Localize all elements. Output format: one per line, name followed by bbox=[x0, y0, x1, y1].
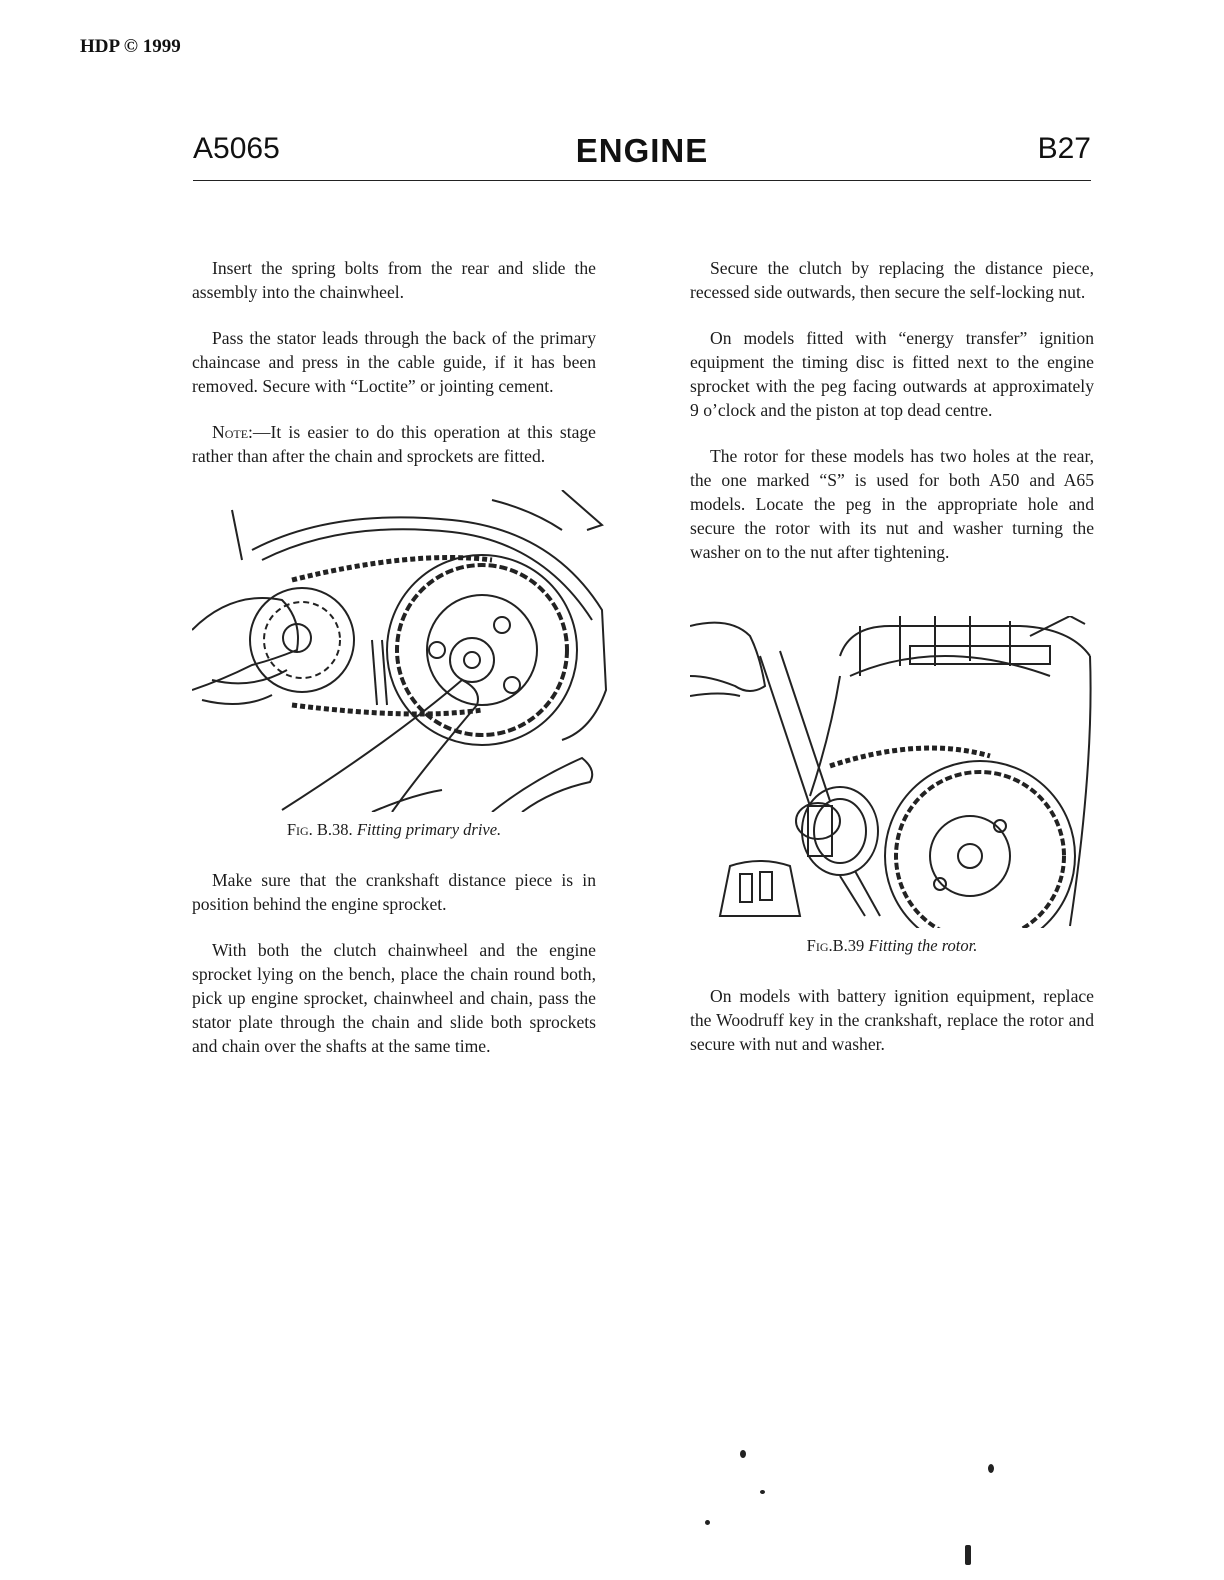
paragraph: On models with battery ignition equipment, replace the Woodruff key in the crankshaft, replace the rotor and secure with nut and washer. bbox=[690, 986, 1094, 1054]
section-title: ENGINE bbox=[575, 132, 709, 169]
figure-description: Fitting the rotor. bbox=[868, 936, 978, 955]
note-text: —It is easier to do this operation at this stage rather than after the chain and sprockets are fitted. bbox=[192, 422, 596, 466]
paragraph: On models fitted with “energy transfer” ignition equipment the timing disc is fitted next to the engine sprocket with the peg facing outwards at approximately 9 o’clock and the piston at top dead centre. bbox=[690, 328, 1094, 420]
figure-label: Fig.B.39 bbox=[806, 936, 865, 955]
scan-speck bbox=[965, 1545, 971, 1565]
figure-caption bbox=[192, 818, 596, 842]
paragraph: Insert the spring bolts from the rear and slide the assembly into the chainwheel. bbox=[192, 258, 596, 302]
model-code: A5065 bbox=[193, 132, 280, 165]
paragraph: Pass the stator leads through the back of the primary chaincase and press in the cable guide, if it has been removed. Secure with “Loctite” or jointing cement. bbox=[192, 328, 596, 396]
paragraph: Make sure that the crankshaft distance piece is in position behind the engine sprocket. bbox=[192, 870, 596, 914]
primary-drive-illustration bbox=[192, 490, 612, 812]
note-label: Note: bbox=[212, 422, 253, 442]
page-header bbox=[193, 130, 1091, 181]
fitting-rotor-illustration bbox=[690, 616, 1094, 928]
scan-speck bbox=[740, 1450, 746, 1458]
scan-speck bbox=[705, 1520, 710, 1525]
left-column bbox=[192, 256, 596, 1080]
paragraph: With both the clutch chainwheel and the engine sprocket lying on the bench, place the chain round both, pick up engine sprocket, chainwheel and chain, pass the stator plate through the chain and slide both sprockets and chain over the shafts at the same time. bbox=[192, 940, 596, 1056]
right-column bbox=[690, 256, 1094, 1078]
figure-description: Fitting primary drive. bbox=[356, 820, 502, 839]
scan-speck bbox=[760, 1490, 765, 1494]
paragraph: The rotor for these models has two holes at the rear, the one marked “S” is used for both A50 and A65 models. Locate the peg in the appropriate hole and secure the rotor with its nut and washer turning the washer on to the nut after tightening. bbox=[690, 446, 1094, 562]
paragraph: Secure the clutch by replacing the distance piece, recessed side outwards, then secure the self-locking nut. bbox=[690, 258, 1094, 302]
figure-caption bbox=[690, 934, 1094, 958]
figure-fitting-rotor bbox=[690, 616, 1094, 958]
page-number: B27 bbox=[1037, 132, 1091, 165]
figure-primary-drive bbox=[192, 490, 596, 842]
note-paragraph bbox=[192, 420, 596, 468]
scan-speck bbox=[988, 1464, 994, 1473]
copyright-notice: HDP © 1999 bbox=[80, 36, 181, 57]
figure-label: Fig. B.38. bbox=[286, 820, 353, 839]
